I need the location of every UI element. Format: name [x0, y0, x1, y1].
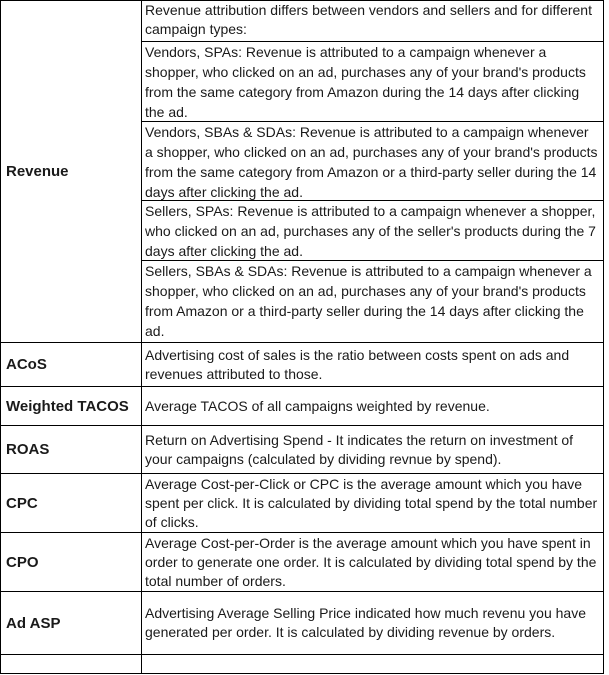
revenue-vendors-sba-sda: Vendors, SBAs & SDAs: Revenue is attributed to a campaign whenever a shopper, who clicked on an ad, purchases any of your brand's products from the same category from Amazon or a third-party seller during the 14 days after clicking the ad.: [142, 121, 604, 201]
definition-revenue: [141, 0, 604, 342]
revenue-sellers-sba-sda: Sellers, SBAs & SDAs: Revenue is attributed to a campaign whenever a shopper, who clicked on an ad, purchases any of your brand's products from Amazon or a third-party seller during the 14 days after clicking the ad.: [142, 260, 604, 342]
revenue-sellers-spa: Sellers, SPAs: Revenue is attributed to a campaign whenever a shopper, who clicked on an ad, purchases any of the seller's products during the 7 days after clicking the ad.: [142, 200, 604, 260]
revenue-vendors-spa: Vendors, SPAs: Revenue is attributed to a campaign whenever a shopper, who clicked on an ad, purchases any of your brand's products from the same category from Amazon during the 14 days after clicking the ad.: [142, 41, 604, 121]
revenue-intro: Revenue attribution differs between vendors and sellers and for different campaign types:: [145, 2, 592, 37]
empty-cell: [141, 654, 604, 674]
definition-weighted-tacos: Average TACOS of all campaigns weighted by revenue.: [141, 386, 604, 425]
term-cpc: CPC: [0, 473, 141, 532]
term-revenue: Revenue: [0, 0, 141, 342]
term-weighted-tacos: Weighted TACOS: [0, 386, 141, 425]
definition-cpc: Average Cost-per-Click or CPC is the average amount which you have spent per click. It is calculated by dividing total spend by the total number of clicks.: [141, 473, 604, 532]
definition-ad-asp: Advertising Average Selling Price indicated how much revenu you have generated per order. It is calculated by dividing revenue by orders.: [141, 591, 604, 654]
term-acos: ACoS: [0, 342, 141, 386]
term-roas: ROAS: [0, 425, 141, 473]
empty-cell: [0, 654, 141, 674]
definition-cpo: Average Cost-per-Order is the average amount which you have spent in order to generate one order. It is calculated by dividing total spend by the total number of orders.: [141, 532, 604, 591]
definition-roas: Return on Advertising Spend - It indicates the return on investment of your campaigns (calculated by dividing revnue by spend).: [141, 425, 604, 473]
term-cpo: CPO: [0, 532, 141, 591]
definition-acos: Advertising cost of sales is the ratio between costs spent on ads and revenues attributed to those.: [141, 342, 604, 386]
term-ad-asp: Ad ASP: [0, 591, 141, 654]
